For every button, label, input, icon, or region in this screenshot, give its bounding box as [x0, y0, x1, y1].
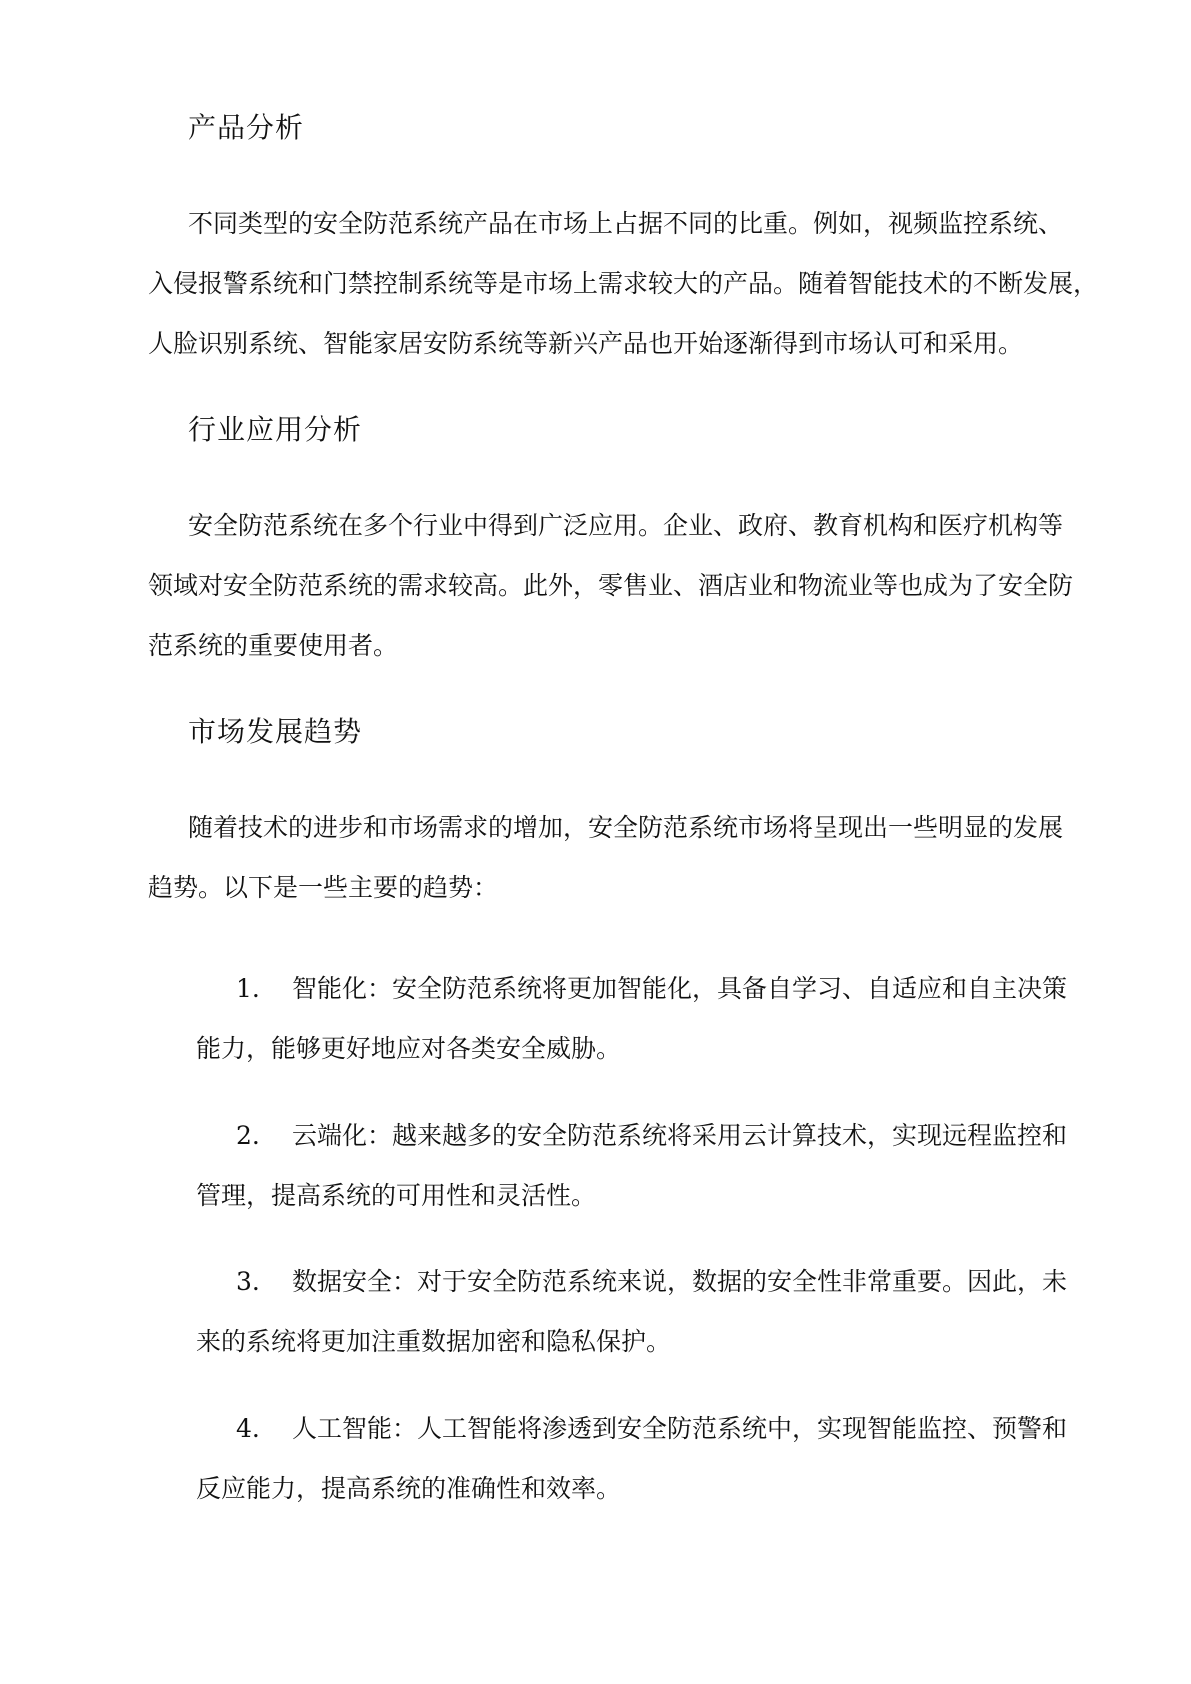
list-item-continuation: 来的系统将更加注重数据加密和隐私保护。 — [196, 1327, 672, 1356]
list-item-number: 2. — [236, 1121, 260, 1150]
list-item-text: 智能化：安全防范系统将更加智能化，具备自学习、自适应和自主决策 — [292, 974, 1068, 1003]
paragraph-line: 趋势。以下是一些主要的趋势： — [148, 873, 499, 902]
list-item-continuation: 管理，提高系统的可用性和灵活性。 — [196, 1181, 597, 1210]
section-heading-industry-application: 行业应用分析 — [188, 413, 363, 446]
paragraph-line: 安全防范系统在多个行业中得到广泛应用。企业、政府、教育机构和医疗机构等 — [188, 511, 1064, 540]
paragraph-line: 入侵报警系统和门禁控制系统等是市场上需求较大的产品。随着智能技术的不断发展， — [148, 269, 1099, 298]
section-heading-market-trends: 市场发展趋势 — [188, 715, 363, 748]
paragraph-line: 范系统的重要使用者。 — [148, 631, 399, 660]
list-item-number: 4. — [236, 1414, 260, 1443]
list-item-continuation: 能力，能够更好地应对各类安全威胁。 — [196, 1034, 622, 1063]
list-item-continuation: 反应能力，提高系统的准确性和效率。 — [196, 1474, 622, 1503]
paragraph-line: 领域对安全防范系统的需求较高。此外，零售业、酒店业和物流业等也成为了安全防 — [148, 571, 1074, 600]
list-item-text: 云端化：越来越多的安全防范系统将采用云计算技术，实现远程监控和 — [292, 1121, 1068, 1150]
paragraph-line: 人脸识别系统、智能家居安防系统等新兴产品也开始逐渐得到市场认可和采用。 — [148, 329, 1024, 358]
section-heading-product-analysis: 产品分析 — [188, 111, 305, 144]
paragraph-line: 不同类型的安全防范系统产品在市场上占据不同的比重。例如，视频监控系统、 — [188, 209, 1064, 238]
list-item-number: 1. — [236, 974, 260, 1003]
list-item-text: 数据安全：对于安全防范系统来说，数据的安全性非常重要。因此，未 — [292, 1267, 1068, 1296]
paragraph-line: 随着技术的进步和市场需求的增加，安全防范系统市场将呈现出一些明显的发展 — [188, 813, 1064, 842]
list-item-text: 人工智能：人工智能将渗透到安全防范系统中，实现智能监控、预警和 — [292, 1414, 1068, 1443]
list-item-number: 3. — [236, 1267, 260, 1296]
